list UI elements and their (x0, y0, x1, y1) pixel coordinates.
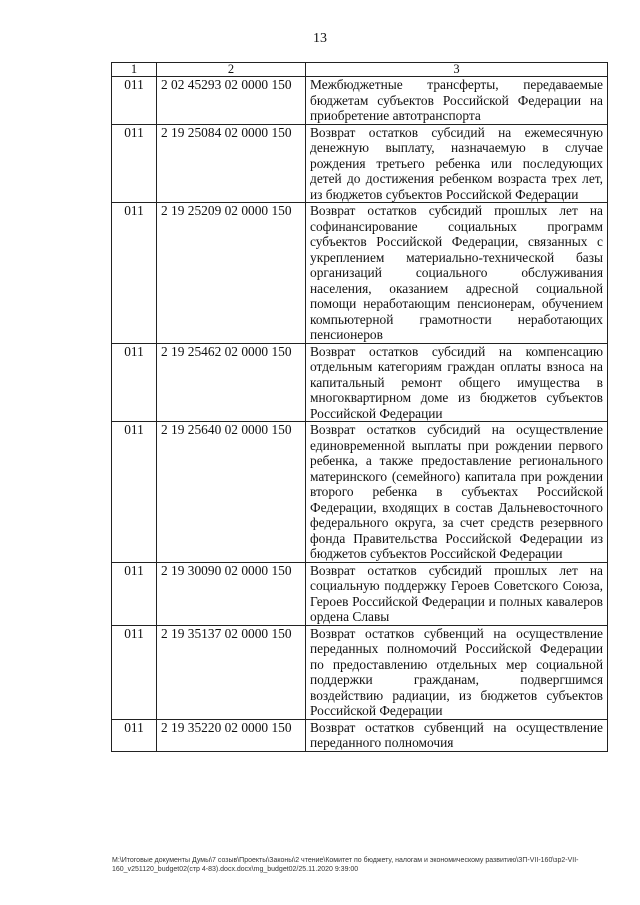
header-col-1: 1 (112, 63, 157, 77)
income-name-cell: Возврат остатков субсидий прошлых лет на софинансирование социальных программ субъектов Российской Федерации, связанных с укреплением материально-технической базы организаций социального обслуживания населения, оказанием адресной социальной помощи неработающим пенсионерам, обучением компьютерной грамотности неработающих пенсионеров (306, 203, 608, 344)
income-name-cell: Межбюджетные трансферты, передаваемые бюджетам субъектов Российской Федерации на приобретение автотранспорта (306, 77, 608, 125)
income-name-cell: Возврат остатков субсидий на компенсацию отдельным категориям граждан оплаты взноса на капитальный ремонт общего имущества в многоквартирном доме из бюджетов субъектов Российской Федерации (306, 343, 608, 422)
budget-code-cell: 2 19 30090 02 0000 150 (157, 562, 306, 625)
admin-code-cell: 011 (112, 124, 157, 203)
income-name-cell: Возврат остатков субсидий на осуществление единовременной выплаты при рождении первого ребенка, а также предоставление регионального материнского (семейного) капитала при рождении второго ребенка в субъектах Российской Федерации, входящих в состав Дальневосточного федерального округа, за счет средств резервного фонда Правительства Российской Федерации из бюджетов субъектов Российской Федерации (306, 422, 608, 563)
income-name-cell: Возврат остатков субсидий на ежемесячную денежную выплату, назначаемую в случае рождения третьего ребенка или последующих детей до достижения ребенком возраста трех лет, из бюджетов субъектов Российской Федерации (306, 124, 608, 203)
table-row (112, 77, 608, 125)
admin-code-cell: 011 (112, 719, 157, 751)
admin-code-cell: 011 (112, 77, 157, 125)
table-header-row (112, 63, 608, 77)
table-row (112, 422, 608, 563)
admin-code-cell: 011 (112, 343, 157, 422)
file-path-footer: M:\Итоговые документы Думы\7 созыв\Проекты\Законы\2 чтение\Комитет по бюджету, налогам и экономическому развитию\ЗП-VII-160\зр2-VII-160_v251120_budget02(стр 4-83).docx.docx\mg_budget02/25.11.2020 9:39:00 (112, 857, 579, 873)
page-number: 13 (313, 31, 327, 46)
table-row (112, 625, 608, 719)
table-row (112, 203, 608, 344)
budget-code-cell: 2 19 35137 02 0000 150 (157, 625, 306, 719)
table-row (112, 719, 608, 751)
budget-code-cell: 2 19 25462 02 0000 150 (157, 343, 306, 422)
admin-code-cell: 011 (112, 562, 157, 625)
admin-code-cell: 011 (112, 625, 157, 719)
table-row (112, 562, 608, 625)
budget-codes-table (111, 62, 608, 752)
income-name-cell: Возврат остатков субсидий прошлых лет на социальную поддержку Героев Советского Союза, Героев Российской Федерации и полных кавалеров ордена Славы (306, 562, 608, 625)
budget-code-cell: 2 19 25640 02 0000 150 (157, 422, 306, 563)
admin-code-cell: 011 (112, 203, 157, 344)
table-row (112, 124, 608, 203)
admin-code-cell: 011 (112, 422, 157, 563)
table-row (112, 343, 608, 422)
budget-code-cell: 2 19 35220 02 0000 150 (157, 719, 306, 751)
income-name-cell: Возврат остатков субвенций на осуществление переданного полномочия (306, 719, 608, 751)
budget-code-cell: 2 19 25209 02 0000 150 (157, 203, 306, 344)
income-name-cell: Возврат остатков субвенций на осуществление переданных полномочий Российской Федерации по предоставлению отдельных мер социальной поддержки гражданам, подвергшимся воздействию радиации, из бюджетов субъектов Российской Федерации (306, 625, 608, 719)
budget-code-cell: 2 19 25084 02 0000 150 (157, 124, 306, 203)
header-col-2: 2 (157, 63, 306, 77)
header-col-3: 3 (306, 63, 608, 77)
budget-code-cell: 2 02 45293 02 0000 150 (157, 77, 306, 125)
